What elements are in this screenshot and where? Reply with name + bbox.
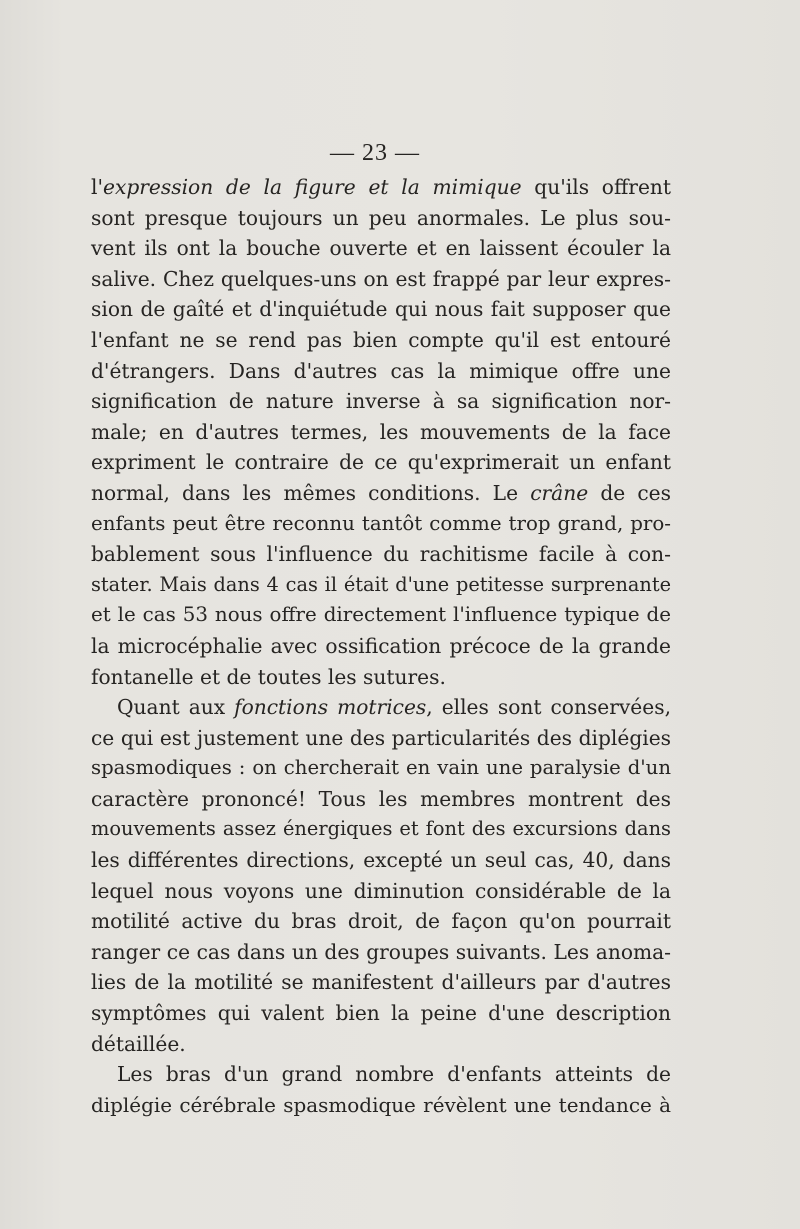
text-segment: bablement sous l'influence du rachitisme facile à con- bbox=[91, 542, 671, 567]
text-line bbox=[91, 784, 671, 815]
text-line bbox=[91, 294, 671, 325]
text-line bbox=[91, 998, 671, 1029]
text-segment: signification de nature inverse à sa signification nor- bbox=[91, 389, 671, 414]
text-line bbox=[91, 172, 671, 203]
text-segment: enfants peut être reconnu tantôt comme trop grand, pro- bbox=[91, 511, 671, 535]
text-line bbox=[91, 814, 671, 845]
text-segment: stater. Mais dans 4 cas il était d'une petitesse surprenante bbox=[91, 572, 671, 596]
text-segment: Quant aux bbox=[117, 695, 235, 720]
text-line bbox=[91, 356, 671, 387]
text-line bbox=[91, 845, 671, 876]
text-segment: expriment le contraire de ce qu'exprimerait un enfant bbox=[91, 450, 671, 475]
text-line bbox=[91, 233, 671, 264]
text-line bbox=[91, 264, 671, 295]
italic-text: expression de la figure et la mimique bbox=[103, 175, 522, 199]
text-line bbox=[91, 906, 671, 937]
text-line bbox=[91, 386, 671, 417]
text-segment: d'étrangers. Dans d'autres cas la mimique offre une bbox=[91, 358, 671, 383]
text-line bbox=[91, 478, 671, 509]
text-line bbox=[91, 692, 671, 723]
text-line bbox=[91, 509, 671, 540]
text-line bbox=[91, 876, 671, 907]
text-line bbox=[91, 967, 671, 998]
text-segment: spasmodiques : on chercherait en vain une paralysie d'un bbox=[91, 756, 671, 780]
text-line bbox=[91, 1059, 671, 1090]
text-segment: symptômes qui valent bien la peine d'une description bbox=[91, 1001, 671, 1026]
italic-text: fonctions motrices bbox=[234, 695, 427, 720]
text-line bbox=[91, 570, 671, 601]
text-segment: salive. Chez quelques-uns on est frappé par leur expres- bbox=[91, 266, 671, 291]
text-segment: détaillée. bbox=[91, 1031, 186, 1056]
text-line bbox=[91, 753, 671, 784]
text-line bbox=[91, 203, 671, 234]
text-line bbox=[91, 1090, 671, 1121]
text-segment: fontanelle et de toutes les sutures. bbox=[91, 664, 446, 689]
text-segment: male; en d'autres termes, les mouvements de la face bbox=[91, 419, 671, 444]
text-segment: l'enfant ne se rend pas bien compte qu'il est entouré bbox=[91, 327, 671, 352]
text-line bbox=[91, 600, 671, 631]
text-segment: qu'ils offrent bbox=[521, 175, 671, 199]
body-text bbox=[91, 172, 671, 1120]
text-line bbox=[91, 417, 671, 448]
text-segment: mouvements assez énergiques et font des excursions dans bbox=[91, 817, 671, 841]
text-segment: caractère prononcé! Tous les membres montrent des bbox=[91, 786, 671, 811]
text-segment: lies de la motilité se manifestent d'ailleurs par d'autres bbox=[91, 970, 671, 995]
text-line bbox=[91, 662, 671, 693]
text-segment: et le cas 53 nous offre directement l'influence typique de bbox=[91, 603, 671, 627]
text-segment: diplégie cérébrale spasmodique révèlent une tendance à bbox=[91, 1092, 671, 1117]
text-line bbox=[91, 631, 671, 662]
text-segment: ranger ce cas dans un des groupes suivants. Les anoma- bbox=[91, 939, 671, 964]
page-number: — 23 — bbox=[330, 140, 420, 166]
text-line bbox=[91, 723, 671, 754]
text-segment: Les bras d'un grand nombre d'enfants atteints de bbox=[117, 1062, 671, 1087]
text-segment: motilité active du bras droit, de façon qu'on pourrait bbox=[91, 909, 671, 934]
text-segment: sion de gaîté et d'inquiétude qui nous fait supposer que bbox=[91, 297, 671, 322]
text-segment: sont presque toujours un peu anormales. Le plus sou- bbox=[91, 205, 671, 230]
text-segment: la microcéphalie avec ossification précoce de la grande bbox=[91, 633, 671, 658]
text-segment: les différentes directions, excepté un seul cas, 40, dans bbox=[91, 848, 671, 873]
text-segment: lequel nous voyons une diminution considérable de la bbox=[91, 878, 671, 903]
text-segment: l' bbox=[91, 175, 104, 199]
text-segment: ce qui est justement une des particularités des diplégies bbox=[91, 725, 671, 750]
text-segment: normal, dans les mêmes conditions. Le bbox=[91, 480, 531, 505]
text-segment: , elles sont conservées, bbox=[426, 695, 671, 720]
text-line bbox=[91, 447, 671, 478]
text-line bbox=[91, 937, 671, 968]
text-line bbox=[91, 325, 671, 356]
text-segment: vent ils ont la bouche ouverte et en laissent écouler la bbox=[91, 236, 671, 261]
text-line bbox=[91, 539, 671, 570]
text-segment: de ces bbox=[588, 480, 671, 505]
text-line bbox=[91, 1029, 671, 1060]
italic-text: crâne bbox=[530, 480, 589, 505]
